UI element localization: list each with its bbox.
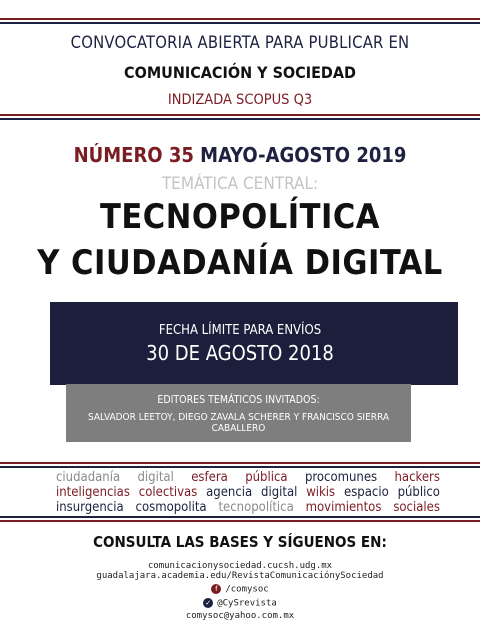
keyword: espacio [344,485,389,500]
keywords-top-rule-navy [0,466,480,468]
twitter-row[interactable] [0,598,480,609]
theme-label: TEMÁTICA CENTRAL: [161,174,319,194]
keyword: ciudadanía [56,470,121,485]
keyword: movimientos [305,500,382,515]
keyword: wikis [306,485,336,500]
consult-heading: CONSULTA LAS BASES Y SÍGUENOS EN: [93,533,387,551]
indexed-badge: INDIZADA SCOPUS Q3 [167,92,313,108]
keyword: cosmopolita [135,500,207,515]
keyword: procomunes [304,470,378,485]
top-rule-red [0,18,480,20]
academia-link[interactable]: guadalajara.academia.edu/RevistaComunicaciónySociedad [96,571,384,581]
website-link[interactable]: comunicacionysociedad.cucsh.udg.mx [147,561,333,571]
deadline-date: 30 DE AGOSTO 2018 [146,341,334,365]
top-rule-navy [0,22,480,24]
issue-line [0,143,480,167]
header-bottom-rule-navy [0,118,480,120]
keyword: tecnopolítica [218,500,294,515]
keyword: hackers [394,470,440,485]
facebook-row[interactable] [0,584,480,595]
keyword: esfera [191,470,228,485]
keyword: digital [137,470,174,485]
keyword: sociales [393,500,440,515]
twitter-handle: @CySrevista [217,598,277,609]
issue-number: NÚMERO 35 [73,143,194,167]
facebook-handle: /comysoc [225,584,269,595]
keyword: insurgencia [56,500,124,515]
keyword: público [397,485,440,500]
open-call-text: CONVOCATORIA ABIERTA PARA PUBLICAR EN [70,33,410,52]
theme-title-line1: TECNOPOLÍTICA [100,197,380,237]
editors-names: SALVADOR LEETOY, DIEGO ZAVALA SCHERER Y FRANCISCO SIERRA CABALLERO [87,412,389,434]
keywords-bottom-rule-red [0,520,480,522]
keyword: pública [245,470,288,485]
keywords-bottom-rule-navy [0,516,480,518]
keyword: inteligencias [56,485,130,500]
theme-title-line2: Y CIUDADANÍA DIGITAL [37,243,443,283]
journal-name: COMUNICACIÓN Y SOCIEDAD [124,63,356,82]
keyword: colectivas [138,485,198,500]
twitter-icon: ✓ [203,598,213,608]
header-bottom-rule-red [0,114,480,116]
email-link[interactable]: comysoc@yahoo.com.mx [185,611,295,621]
keywords-line-2 [56,485,440,500]
keywords-line-3 [56,500,440,515]
keywords-top-rule-red [0,462,480,464]
issue-period: MAYO-AGOSTO 2019 [200,143,407,167]
deadline-label: FECHA LÍMITE PARA ENVÍOS [158,323,322,338]
keyword: agencia [206,485,253,500]
facebook-icon: f [211,584,221,594]
keywords-line-1 [56,470,440,485]
keyword: digital [261,485,298,500]
editors-label: EDITORES TEMÁTICOS INVITADOS: [157,394,320,406]
